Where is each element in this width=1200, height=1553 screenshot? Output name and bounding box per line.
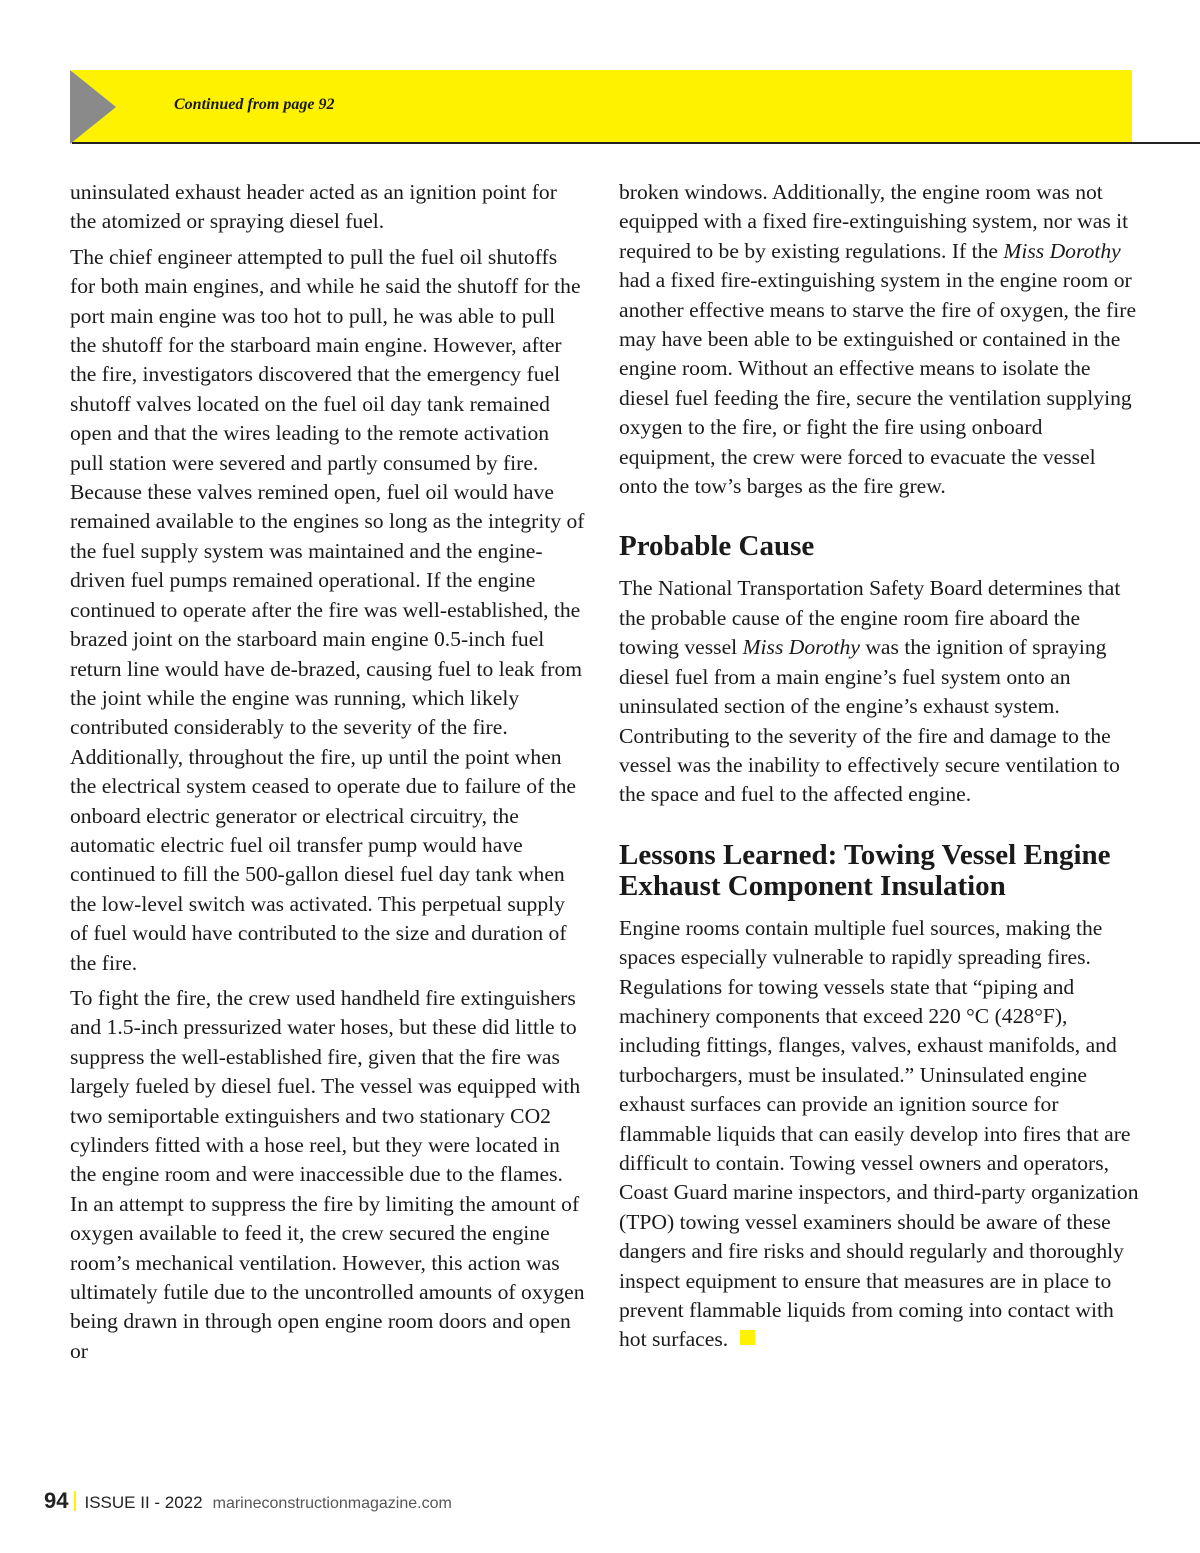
vessel-name: Miss Dorothy bbox=[742, 635, 860, 660]
text-run: was the ignition of spraying diesel fuel from a main engine’s fuel system onto an uninsulated section of the engine’s exhaust system. Contributing to the severity of the fire and damage to the vessel was the inability to effectively secure ventilation to the space and fuel to the affected engine. bbox=[619, 635, 1120, 807]
right-column bbox=[619, 178, 1139, 1361]
paragraph bbox=[619, 914, 1139, 1355]
page-footer bbox=[44, 1488, 452, 1514]
text-run: broken windows. Additionally, the engine room was not equipped with a fixed fire-extinguishing system, nor was it required to be by existing regulations. If the bbox=[619, 180, 1129, 263]
paragraph: uninsulated exhaust header acted as an ignition point for the atomized or spraying diesel fuel. bbox=[70, 180, 557, 234]
paragraph bbox=[619, 178, 1139, 501]
vessel-name: Miss Dorothy bbox=[1003, 238, 1121, 263]
paragraph bbox=[619, 574, 1139, 809]
text-run: The National Transportation Safety Board determines that the probable cause of the engine room fire aboard the towing vessel bbox=[619, 576, 1121, 660]
section-heading-lessons-learned: Lessons Learned: Towing Vessel Engine Exhaust Component Insulation bbox=[619, 838, 1111, 902]
text-run: had a fixed fire-extinguishing system in the engine room or another effective means to starve the fire of oxygen, the fire may have been able to be extinguished or contained in the engine room. Without an effective means to isolate the diesel fuel feeding the fire, secure the ventilation supplying oxygen to the fire, or fight the fire using onboard equipment, the crew were forced to evacuate the vessel onto the tow’s barges as the fire grew. bbox=[619, 268, 1137, 499]
page-number: 94 bbox=[44, 1488, 69, 1513]
end-mark-icon bbox=[740, 1330, 755, 1345]
paragraph: The chief engineer attempted to pull the fuel oil shutoffs for both main engines, and while he said the shutoff for the port main engine was too hot to pull, he was able to pull the shutoff for the starboard main engine. However, after the fire, investigators discovered that the emergency fuel shutoff valves located on the fuel oil day tank remained open and that the wires leading to the remote activation pull station were severed and partly consumed by fire. Because these valves remined open, fuel oil would have remained available to the engines so long as the integrity of the fuel supply system was maintained and the engine-driven fuel pumps remained operational. If the engine continued to operate after the fire was well-established, the brazed joint on the starboard main engine 0.5-inch fuel return line would have de-brazed, causing fuel to leak from the joint while the engine was running, which likely contributed considerably to the severity of the fire. Additionally, throughout the fire, up until the point when the electrical system ceased to operate due to failure of the onboard electric generator or electrical circuitry, the automatic electric fuel oil transfer pump would have continued to fill the 500-gallon diesel fuel day tank when the low-level switch was activated. This perpetual supply of fuel would have contributed to the size and duration of the fire. bbox=[70, 244, 585, 975]
arrow-icon bbox=[70, 70, 116, 144]
continued-from-label: Continued from page 92 bbox=[174, 96, 335, 113]
issue-label: ISSUE II - 2022 bbox=[84, 1493, 203, 1512]
section-heading-probable-cause: Probable Cause bbox=[619, 530, 815, 563]
paragraph: To fight the fire, the crew used handheld fire extinguishers and 1.5-inch pressurized water hoses, but these did little to suppress the well-established fire, given that the fire was largely fueled by diesel fuel. The vessel was equipped with two semiportable extinguishers and two stationary CO2 cylinders fitted with a hose reel, but they were located in the engine room and were inaccessible due to the flames. In an attempt to suppress the fire by limiting the amount of oxygen available to feed it, the crew secured the engine room’s mechanical ventilation. However, this action was ultimately futile due to the uncontrolled amounts of oxygen being drawn in through open engine room doors and open or bbox=[70, 985, 585, 1363]
left-column bbox=[70, 178, 585, 1372]
website-link[interactable]: marineconstructionmagazine.com bbox=[212, 1495, 452, 1512]
text-run: Engine rooms contain multiple fuel sources, making the spaces especially vulnerable to rapidly spreading fires. Regulations for towing vessels state that “piping and machinery components that exceed 220 °C (428°F), including fittings, flanges, valves, exhaust manifolds, and turbochargers, must be insulated.” Uninsulated engine exhaust surfaces can provide an ignition source for flammable liquids that can easily develop into fires that are difficult to contain. Towing vessel owners and operators, Coast Guard marine inspectors, and third-party organization (TPO) towing vessel examiners should be aware of these dangers and fire risks and should regularly and thoroughly inspect equipment to ensure that measures are in place to prevent flammable liquids from coming into contact with hot surfaces. bbox=[619, 915, 1139, 1352]
footer-separator bbox=[74, 1491, 76, 1511]
header-divider bbox=[72, 142, 1200, 144]
